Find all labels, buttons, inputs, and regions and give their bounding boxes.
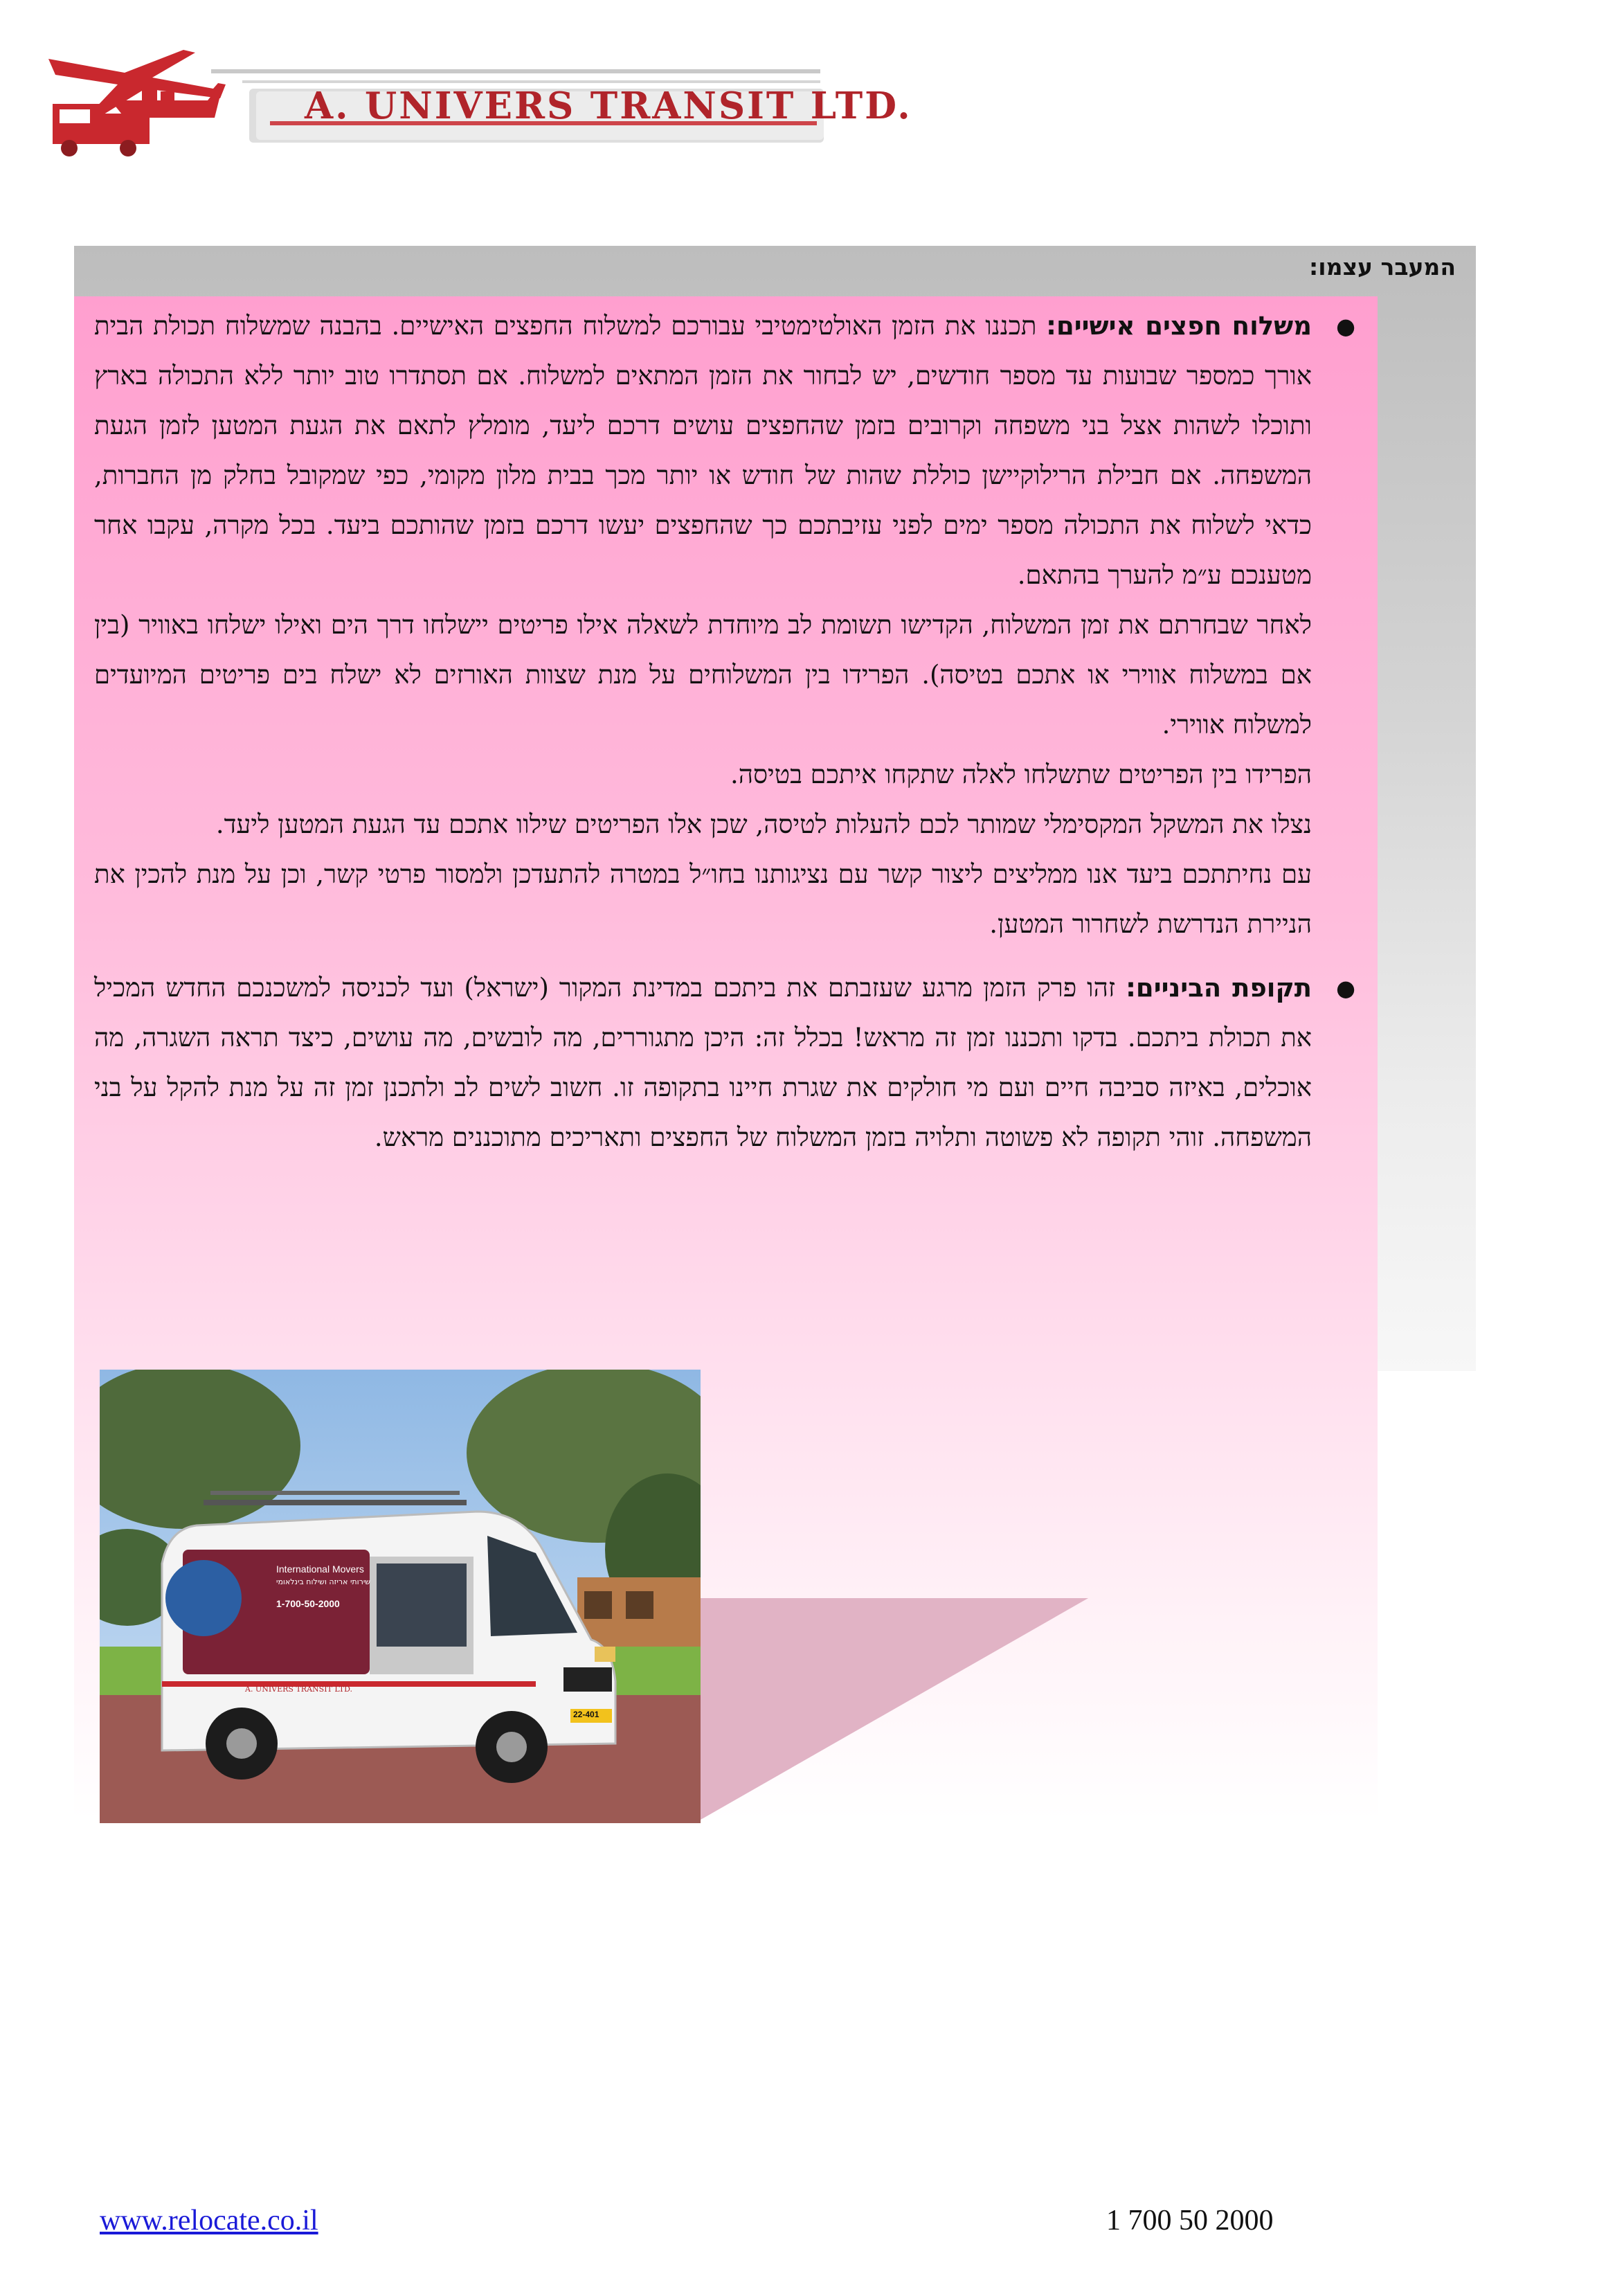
paragraph	[94, 963, 1312, 1163]
company-logo	[42, 35, 912, 163]
paragraph: נצלו את המשקל המקסימלי שמותר לכם להעלות לטיסה, שכן אלו הפריטים שילוו אתכם עד הגעת המטען ליעד.	[215, 809, 1312, 839]
paragraph	[94, 301, 1312, 600]
page-fold-decoration	[701, 1598, 1088, 1820]
item-lead: משלוח חפצים אישיים:	[1046, 311, 1312, 341]
bullet-item-interim	[94, 963, 1355, 1163]
section-heading: המעבר עצמו:	[1309, 253, 1456, 280]
paragraph-text: זהו פרק הזמן מרגע שעזבתם את ביתכם במדינת המקור (ישראל) ועד לכניסה למשכנכם החדש המכיל את תכולת ביתכם. בדקו ותכננו זמן זה מראש! בכלל זה: היכן מתגוררים, מה לובשים, מה עושים, כיצד תראה השגרה, מה אוכלים, באיזה סביבה חיים ועם מי חולקים את שגרת חיינו בתקופה זו. חשוב לשים לב ולתכנן זמן זה על מנת להקל על בני המשפחה. זוהי תקופה לא פשוטה ותלויה בזמן המשלוח של החפצים ותאריכים מתוכננים מראש.	[94, 973, 1312, 1152]
van-photo-illustration	[100, 1370, 701, 1823]
moving-van-photo	[100, 1370, 701, 1823]
footer-phone: 1 700 50 2000	[1106, 2205, 1274, 2237]
bullet-icon: ●	[1336, 975, 1355, 1001]
van-banner-subtitle: שירותי אריזה ושילוח בינלאומי	[276, 1577, 371, 1586]
paragraph: עם נחיתתכם ביעד אנו ממליצים ליצור קשר עם נציגותנו בחו״ל במטרה להתעדכן ולמסור פרטי קשר, וכן על מנת להכין את הניירת הנדרשת לשחרור המטען.	[94, 859, 1312, 939]
bullet-item-shipping	[94, 301, 1355, 949]
paragraph-text: תכננו את הזמן האולטימטיבי עבורכם למשלוח החפצים האישיים. בהבנה שמשלוח תכולת הבית אורך כמספר שבועות עד מספר חודשים, יש לבחור את הזמן המתאים למשלוח. אם תסתדרו טוב יותר ללא התכולה בארץ ותוכלו לשהות אצל בני משפחה וקרובים בזמן שהחפצים עושים דרכם ליעד, מומלץ לתאם את הגעת המטען לזמן הגעת המשפחה. אם חבילת הרילוקיישן כוללת שהות של חודש או יותר מכך בבית מלון מקומי, כפי שמקובל בחלק מן החברות, כדאי לשלוח את התכולה מספר ימים לפני עזיבתכם כך שהחפצים יעשו דרכם בזמן שהותכם ביעד. בכל מקרה, עקבו אחר מטענכם ע״מ להערך בהתאם.	[94, 311, 1312, 590]
paragraph: הפרידו בין הפריטים שתשלחו לאלה שתקחו איתכם בטיסה.	[730, 760, 1312, 789]
van-plate: 22-401	[573, 1710, 599, 1719]
van-banner-title: International Movers	[276, 1563, 364, 1575]
bullet-icon: ●	[1336, 313, 1355, 339]
website-link[interactable]: www.relocate.co.il	[100, 2205, 318, 2237]
main-content	[94, 301, 1355, 1163]
paragraph: לאחר שבחרתם את זמן המשלוח, הקדישו תשומת לב מיוחדת לשאלה אילו פריטים יישלחו דרך הים ואילו ישלחו באוויר (בין אם במשלוח אווירי או אתכם בטיסה). הפרידו בין המשלוחים על מנת שצוות האורזים לא ישלח בים פריטים המיועדים למשלוח אווירי.	[94, 610, 1312, 740]
van-logo-text: A. UNIVERS TRANSIT LTD.	[245, 1685, 353, 1694]
item-lead: תקופת הביניים:	[1126, 973, 1312, 1003]
company-name: A. UNIVERS TRANSIT LTD.	[305, 84, 912, 127]
van-phone: 1-700-50-2000	[276, 1598, 340, 1609]
